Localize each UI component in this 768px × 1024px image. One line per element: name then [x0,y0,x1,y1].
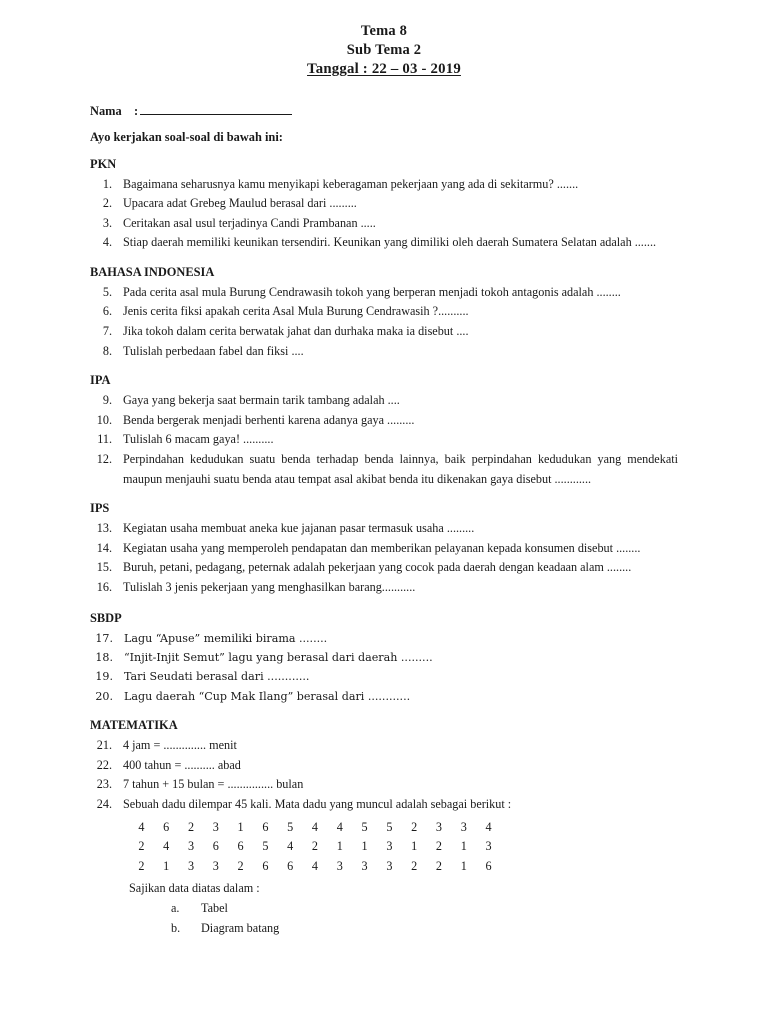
dice-value: 5 [386,819,393,834]
question-text: 400 tahun = .......... abad [123,757,241,772]
question-text: Kegiatan usaha yang memperoleh pendapatan dan memberikan pelayanan kepada konsumen disebut ........ [123,540,641,555]
question-item [90,342,678,362]
dice-value: 2 [237,858,244,873]
question-text: 4 jam = .............. menit [123,738,237,753]
question-item [90,450,678,489]
dice-value: 1 [237,819,244,834]
dice-value: 3 [386,839,393,854]
dice-value: 6 [212,839,219,854]
dice-value: 3 [212,819,219,834]
dice-value: 4 [138,819,145,834]
sub-question-item [171,919,678,939]
question-text: Pada cerita asal mula Burung Cendrawasih tokoh yang berperan menjadi tokoh antagonis adalah ........ [123,284,621,299]
question-text: Buruh, petani, pedagang, peternak adalah pekerjaan yang cocok pada daerah dengan keadaan alam ........ [123,560,632,575]
dice-value: 2 [311,839,319,854]
dice-value: 2 [138,858,145,873]
sub-question-text: Tabel [201,900,228,915]
dice-value: 4 [336,819,343,834]
question-text: Gaya yang bekerja saat bermain tarik tambang adalah .... [123,393,400,408]
question-list-ips [90,519,678,597]
dice-data-row [129,857,678,877]
dice-value: 4 [311,858,319,873]
dice-value: 3 [187,839,195,854]
dice-value: 3 [460,819,467,834]
dice-value: 2 [411,858,418,873]
question-number: 7. [102,324,112,339]
question-item [90,795,678,938]
question-item [90,194,678,214]
sub-question-label: b. [171,920,181,935]
question-number: 5. [102,284,112,299]
question-list-sbdp [90,629,678,707]
question-item [90,667,678,686]
question-list-bahasa-indonesia [90,283,678,361]
question-number: 15. [96,560,112,575]
sections-container [90,157,678,939]
name-field-row [90,103,678,119]
dice-value: 2 [138,839,145,854]
dice-value: 4 [485,819,492,834]
dice-value: 6 [163,819,170,834]
question-list-ipa [90,391,678,489]
question-number: 24. [96,797,112,811]
question-number: 17. [95,631,113,645]
question-number: 14. [96,540,112,555]
question-number: 21. [96,738,112,753]
dice-value: 1 [336,839,343,854]
question-number: 13. [96,521,112,536]
question-number: 1. [102,176,112,191]
sub-question-text: Diagram batang [201,920,280,935]
question-list-matematika [90,736,678,938]
dice-value: 5 [262,839,269,854]
question-text: Perpindahan kedudukan suatu benda terhadap benda lainnya, baik perpindahan kedudukan yang mendekati maupun menjauhi suatu benda atau tempat asal akibat benda itu dikenakan gaya disebut ............ [123,452,678,486]
question-item [90,539,678,559]
section-heading-sbdp: SBDP [90,610,122,625]
dice-value: 2 [435,839,442,854]
question-number: 18. [95,651,113,664]
question-text: Kegiatan usaha membuat aneka kue jajanan pasar termasuk usaha ......... [123,521,475,536]
question-item [90,519,678,539]
dice-value: 2 [187,819,195,834]
section-heading-ips: IPS [90,501,110,516]
sub-question-label: a. [171,900,180,915]
question-number: 10. [96,412,112,427]
sub-question-item [171,899,678,919]
question-number: 8. [102,343,112,358]
dice-value: 3 [187,858,195,873]
question-number: 22. [96,757,112,772]
question-text: Stiap daerah memiliki keunikan tersendiri. Keunikan yang dimiliki oleh daerah Sumatera Selatan adalah ....... [123,235,657,250]
section-heading-pkn: PKN [90,156,117,171]
dice-value: 3 [485,839,492,854]
question-text: Bagaimana seharusnya kamu menyikapi keberagaman pekerjaan yang ada di sekitarmu? ....... [123,176,579,191]
question-text: Jika tokoh dalam cerita berwatak jahat dan durhaka maka ia disebut .... [123,324,469,339]
section-heading-ipa: IPA [90,373,111,388]
dice-value: 1 [460,839,467,854]
dice-value: 3 [212,858,219,873]
question-text: Tulislah 6 macam gaya! .......... [123,432,274,447]
question-list-pkn [90,175,678,253]
question-item [90,629,678,648]
question-number: 11. [97,432,112,447]
question-item [90,302,678,322]
question-text: Upacara adat Grebeg Maulud berasal dari ......... [123,196,357,211]
question-item [90,175,678,195]
dice-value: 3 [336,858,343,873]
dice-data-grid [129,818,678,877]
question-item [90,233,678,253]
question-item [90,736,678,756]
question-item [90,687,678,706]
question-number: 6. [102,304,112,319]
question-item [90,775,678,795]
dice-value: 6 [237,839,244,854]
question-text: Ceritakan asal usul terjadinya Candi Prambanan ..... [123,215,376,230]
dice-value: 6 [485,858,492,873]
question-item [90,322,678,342]
dice-value: 3 [386,858,393,873]
document-title-block [90,18,678,79]
dice-value: 1 [460,858,467,873]
dice-value: 6 [262,819,269,834]
dice-data-row [129,837,678,857]
name-label: Nama : [90,103,139,118]
question-number: 9. [102,393,112,408]
question-text: 7 tahun + 15 bulan = ............... bulan [123,777,304,792]
question-item [90,214,678,234]
dice-value: 6 [287,858,294,873]
question-text: “Injit-Injit Semut” lagu yang berasal dari daerah ......... [124,651,433,664]
section-heading-bahasa-indonesia: BAHASA INDONESIA [90,264,215,279]
question-item [90,391,678,411]
question-text: Tulislah 3 jenis pekerjaan yang menghasilkan barang........... [123,580,416,594]
question-item [90,430,678,450]
dice-value: 2 [411,819,418,834]
dice-value: 6 [262,858,269,873]
question-number: 12. [96,452,112,467]
question-item [90,578,678,598]
sub-question-list [171,899,678,938]
dice-value: 5 [287,819,294,834]
date-line: Tanggal : 22 – 03 - 2019 [307,61,461,77]
question-item [90,756,678,776]
dice-value: 2 [435,858,442,873]
dice-value: 5 [361,819,368,834]
question-number: 19. [95,670,113,684]
dice-value: 3 [361,858,368,873]
question-number: 2. [102,196,112,211]
dice-value: 4 [311,819,319,834]
section-heading-matematika: MATEMATIKA [90,718,178,733]
question-number: 16. [96,580,112,594]
question-item [90,558,678,578]
question-text: Tulislah perbedaan fabel dan fiksi .... [123,343,304,358]
question-item [90,283,678,303]
dice-value: 1 [361,839,368,854]
dice-data-row [129,818,678,838]
dice-value: 3 [435,819,442,834]
question-number: 20. [95,689,113,703]
question-text: Benda bergerak menjadi berhenti karena adanya gaya ......... [123,412,415,427]
question-item [90,648,678,667]
sub-prompt-text: Sajikan data diatas dalam : [129,881,260,896]
dice-value: 4 [287,839,294,854]
question-text: Tari Seudati berasal dari ............ [124,670,310,684]
question-item [90,411,678,431]
question-number: 3. [102,215,112,230]
question-text: Sebuah dadu dilempar 45 kali. Mata dadu yang muncul adalah sebagai berikut : [123,797,512,811]
theme-title: Tema 8 [360,23,408,39]
dice-value: 4 [163,839,170,854]
question-text: Lagu “Apuse” memiliki birama ........ [124,631,328,645]
name-input-blank[interactable] [140,103,292,115]
instruction-text: Ayo kerjakan soal-soal di bawah ini: [90,129,283,144]
subtheme-title: Sub Tema 2 [346,41,422,58]
dice-value: 1 [411,839,418,854]
question-number: 23. [96,777,112,792]
question-text: Jenis cerita fiksi apakah cerita Asal Mula Burung Cendrawasih ?.......... [123,304,469,319]
dice-value: 1 [163,858,170,873]
question-number: 4. [102,235,112,250]
question-text: Lagu daerah “Cup Mak Ilang” berasal dari ............ [124,689,411,703]
